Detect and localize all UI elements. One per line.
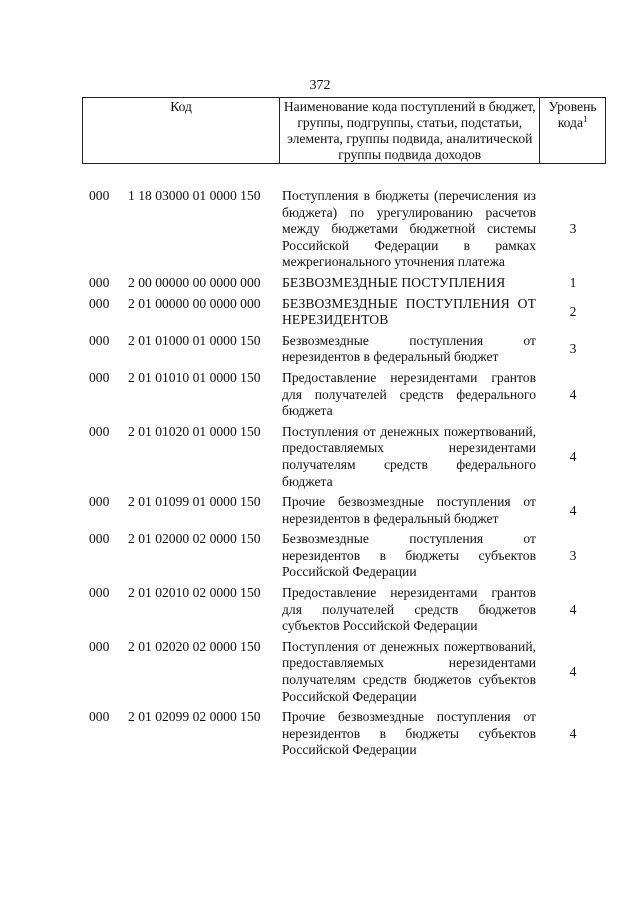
row-income-code: 2 01 02020 02 0000 150	[128, 638, 261, 654]
row-admin-code: 000	[89, 494, 110, 510]
row-level: 4	[569, 448, 577, 464]
row-income-code: 2 01 02099 02 0000 150	[128, 709, 261, 725]
row-name: Безвозмездные поступления от нерезидентов в бюджеты субъектов Российской Федерации	[282, 531, 536, 580]
row-admin-code: 000	[89, 585, 110, 601]
row-name: Безвозмездные поступления от нерезидентов в федеральный бюджет	[282, 332, 536, 365]
row-name: Поступления от денежных пожертвований, предоставляемых нерезидентами получателям средств бюджетов субъектов Российской Федерации	[282, 638, 536, 704]
table-row	[0, 188, 640, 271]
table-row	[0, 494, 640, 527]
table-row	[0, 531, 640, 581]
row-income-code: 1 18 03000 01 0000 150	[128, 188, 261, 203]
row-level: 3	[569, 221, 577, 237]
row-name: Поступления от денежных пожертвований, предоставляемых нерезидентами получателям средств федерального бюджета	[282, 423, 536, 489]
row-name: БЕЗВОЗМЕЗДНЫЕ ПОСТУПЛЕНИЯ ОТ НЕРЕЗИДЕНТОВ	[282, 295, 536, 328]
table-header	[82, 97, 606, 164]
row-level: 1	[569, 275, 577, 291]
row-name: Предоставление нерезидентами грантов для получателей средств федерального бюджета	[282, 369, 536, 419]
row-admin-code: 000	[89, 274, 110, 290]
rows-list	[0, 188, 640, 763]
row-admin-code: 000	[89, 709, 110, 725]
row-admin-code: 000	[89, 188, 110, 203]
table-row	[0, 709, 640, 759]
row-name: БЕЗВОЗМЕЗДНЫЕ ПОСТУПЛЕНИЯ	[282, 274, 506, 290]
page-number: 372	[309, 78, 331, 93]
row-admin-code: 000	[89, 423, 110, 439]
row-name: Предоставление нерезидентами грантов для получателей средств бюджетов субъектов Российской Федерации	[282, 585, 536, 634]
table-row	[0, 370, 640, 420]
row-level: 4	[569, 386, 577, 402]
table-row	[0, 275, 640, 292]
row-admin-code: 000	[89, 638, 110, 654]
row-income-code: 2 01 02010 02 0000 150	[128, 585, 261, 601]
header-level	[540, 98, 606, 164]
row-income-code: 2 00 00000 00 0000 000	[128, 274, 261, 290]
table-row	[0, 333, 640, 366]
row-level: 4	[569, 726, 577, 742]
header-code: Код	[83, 98, 280, 164]
row-admin-code: 000	[89, 332, 110, 348]
row-level: 2	[569, 304, 577, 320]
row-level: 3	[569, 341, 577, 357]
table-row	[0, 424, 640, 490]
table-row	[0, 585, 640, 635]
row-level: 4	[569, 502, 577, 518]
row-income-code: 2 01 02000 02 0000 150	[128, 531, 261, 547]
row-name: Поступления в бюджеты (перечисления из бюджета) по урегулированию расчетов между бюджетами бюджетной системы Российской Федерации в рамках межрегионального уточнения платежа	[282, 188, 536, 270]
row-name: Прочие безвозмездные поступления от нерезидентов в федеральный бюджет	[282, 494, 536, 526]
row-income-code: 2 01 01010 01 0000 150	[128, 369, 261, 385]
header-name: Наименование кода поступлений в бюджет, группы, подгруппы, статьи, подстатьи, элемента, группы подвида, аналитической группы подвида доходов	[280, 98, 540, 164]
row-income-code: 2 01 01020 01 0000 150	[128, 423, 261, 439]
table-row	[0, 639, 640, 705]
row-level: 4	[569, 664, 577, 680]
row-admin-code: 000	[89, 369, 110, 385]
row-level: 4	[569, 601, 577, 617]
header-level-footnote: 1	[583, 114, 588, 124]
table-row	[0, 296, 640, 329]
row-admin-code: 000	[89, 295, 110, 311]
header-level-label: Уровень кода	[548, 99, 597, 130]
row-income-code: 2 01 00000 00 0000 000	[128, 295, 261, 311]
row-income-code: 2 01 01000 01 0000 150	[128, 332, 261, 348]
row-admin-code: 000	[89, 531, 110, 547]
row-name: Прочие безвозмездные поступления от нерезидентов в бюджеты субъектов Российской Федерации	[282, 709, 536, 758]
row-level: 3	[569, 548, 577, 564]
row-income-code: 2 01 01099 01 0000 150	[128, 494, 261, 510]
